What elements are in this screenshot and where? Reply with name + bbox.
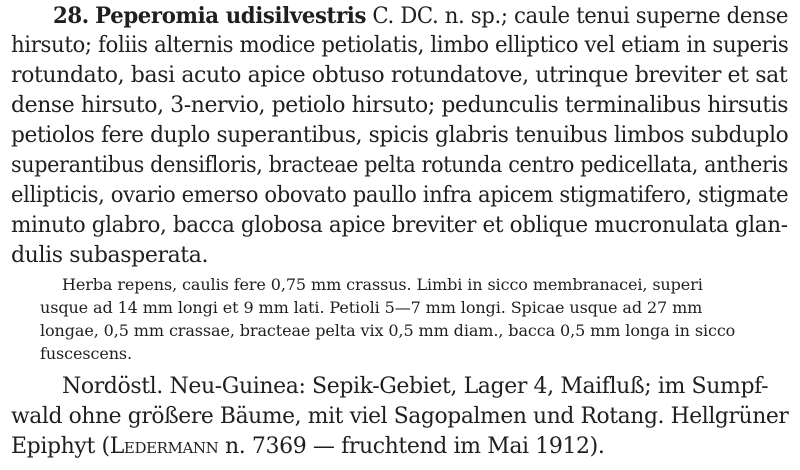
collector-name: Ledermann xyxy=(109,434,219,459)
species-number: 28. xyxy=(53,3,89,29)
species-name: Peperomia udisilvestris xyxy=(95,3,367,29)
locality-suffix: n. 7369 — fruchtend im Mai 1912). xyxy=(218,434,605,459)
species-heading-line xyxy=(53,3,789,30)
locality-line-last xyxy=(11,434,788,460)
locality-prefix: Epiphyt ( xyxy=(11,434,110,459)
description-line: rotundato, basi acuto apice obtuso rotundatove, utrinque breviter et sat xyxy=(11,63,788,88)
description-line: minuto glabro, bacca globosa apice breviter et oblique mucronulata glan- xyxy=(11,213,788,238)
species-authority: C. DC. n. sp.; caule tenui superne dense xyxy=(366,4,789,29)
description-line: dulis subasperata. xyxy=(11,243,209,268)
locality-line: wald ohne größere Bäume, mit viel Sagopalmen und Rotang. Hellgrüner xyxy=(11,404,789,429)
description-line: petiolos fere duplo superantibus, spicis glabris tenuibus limbos subduplo xyxy=(11,123,789,148)
description-line: superantibus densifloris, bracteae pelta rotunda centro pedicellata, antheris xyxy=(11,153,789,178)
notes-line: usque ad 14 mm longi et 9 mm lati. Petioli 5—7 mm longi. Spicae usque ad 27 mm xyxy=(40,298,703,317)
description-line: dense hirsuto, 3-nervio, petiolo hirsuto; pedunculis terminalibus hirsutis xyxy=(11,93,789,118)
locality-line: Nordöstl. Neu-Guinea: Sepik-Gebiet, Lager 4, Maifluß; im Sumpf- xyxy=(62,374,769,399)
notes-line: longae, 0,5 mm crassae, bracteae pelta vix 0,5 mm diam., bacca 0,5 mm longa in sicco xyxy=(40,321,736,340)
notes-line: Herba repens, caulis fere 0,75 mm crassus. Limbi in sicco membranacei, superi xyxy=(62,275,703,294)
description-line: hirsuto; foliis alternis modice petiolatis, limbo elliptico vel etiam in superis xyxy=(11,33,789,58)
notes-line: fuscescens. xyxy=(40,344,133,363)
description-line: ellipticis, ovario emerso obovato paullo infra apicem stigmatifero, stigmate xyxy=(11,183,789,208)
